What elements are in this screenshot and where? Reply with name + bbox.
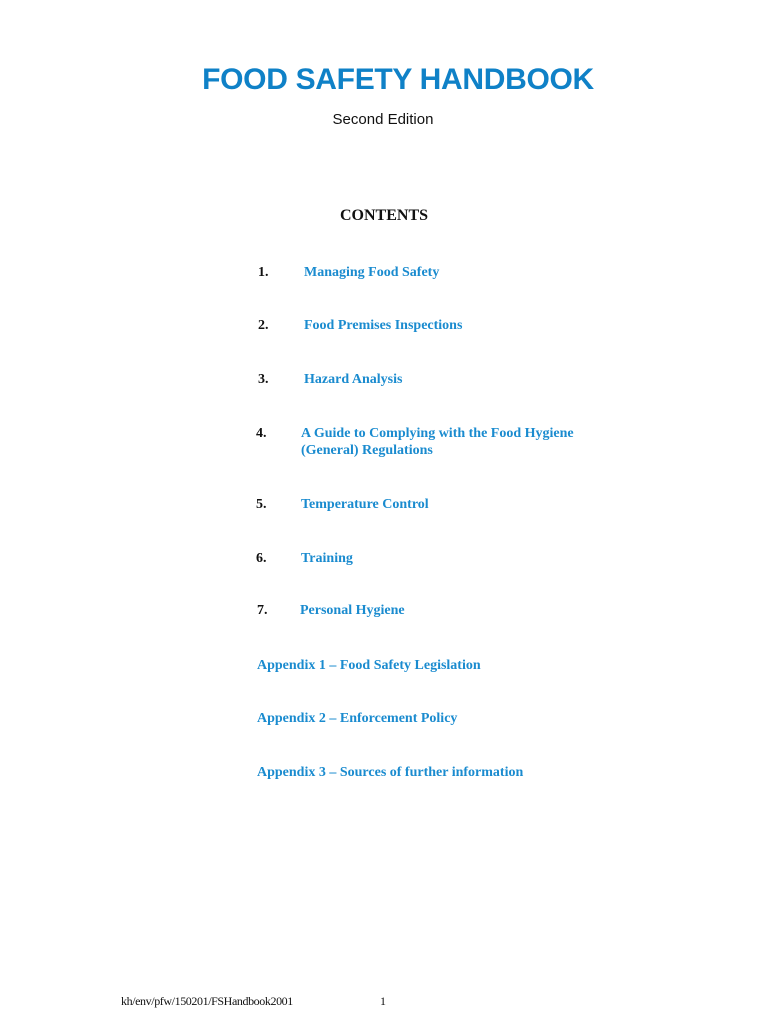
toc-item-1-link[interactable]: Managing Food Safety — [304, 265, 440, 280]
appendix-2-link[interactable]: Appendix 2 – Enforcement Policy — [257, 711, 458, 726]
appendix-1-link[interactable]: Appendix 1 – Food Safety Legislation — [257, 658, 481, 673]
toc-item-5-number: 5. — [256, 497, 267, 512]
appendix-3-link[interactable]: Appendix 3 – Sources of further information — [257, 765, 524, 780]
toc-item-2-number: 2. — [258, 318, 269, 333]
toc-item-2-link[interactable]: Food Premises Inspections — [304, 318, 463, 333]
toc-item-3-link[interactable]: Hazard Analysis — [304, 372, 403, 387]
toc-item-4-number: 4. — [256, 426, 267, 441]
toc-item-1-number: 1. — [258, 265, 269, 280]
toc-item-7-number: 7. — [257, 603, 268, 618]
toc-item-5-link[interactable]: Temperature Control — [301, 497, 429, 512]
contents-heading: CONTENTS — [339, 207, 429, 224]
toc-item-6-link[interactable]: Training — [301, 551, 353, 566]
toc-item-7-link[interactable]: Personal Hygiene — [300, 603, 405, 618]
footer-reference: kh/env/pfw/150201/FSHandbook2001 — [121, 994, 293, 1008]
toc-item-3-number: 3. — [258, 372, 269, 387]
toc-item-4-link-line2[interactable]: (General) Regulations — [301, 443, 433, 458]
toc-item-4-link-line1[interactable]: A Guide to Complying with the Food Hygiene — [301, 426, 574, 441]
toc-item-6-number: 6. — [256, 551, 267, 566]
document-title: FOOD SAFETY HANDBOOK — [202, 63, 594, 96]
footer-page-number: 1 — [380, 994, 386, 1008]
document-edition: Second Edition — [332, 111, 434, 128]
